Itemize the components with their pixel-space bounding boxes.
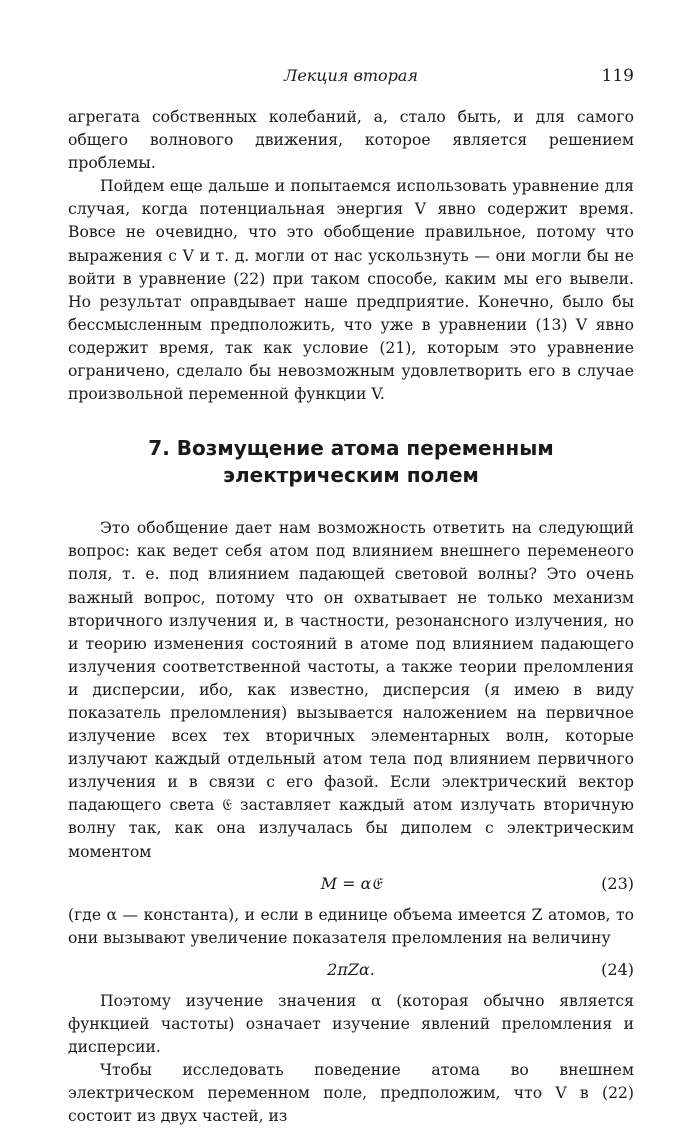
equation-23 xyxy=(68,868,634,900)
equation-number: (23) xyxy=(601,873,634,893)
equation-formula: 2πZα. xyxy=(327,959,375,979)
running-head-title: Лекция вторая xyxy=(283,66,418,85)
equation-24 xyxy=(68,954,634,986)
paragraph: агрегата собственных колебаний, а, стало быть, и для самого общего волнового движения, которое является решением проблемы. xyxy=(68,108,634,173)
paragraph: Это обобщение дает нам возможность ответить на следующий вопрос: как ведет себя атом под влиянием внешнего переменеого поля, т. е. под влиянием падающей световой волны? Это очень важный вопрос, потому что он охватывает не только механизм вторичного излучения и, в частности, резонансного излучения, но и теорию изменения состояний в атоме под влиянием падающего излучения соответственной частоты, а также теории преломления и дисперсии, ибо, как известно, дисперсия (я имею в виду показатель преломления) вызывается наложением на первичное излучение всех тех вторичных элементарных волн, которые излучают каждый отдельный атом тела под влиянием первичного излучения и в связи с его фазой. Если электрический вектор падающего света 𝔈 заставляет каждый атом излучать вторичную волну так, как она излучалась бы диполем с электрическим моментом xyxy=(68,519,634,861)
paragraph: (где α — константа), и если в единице объема имеется Z атомов, то они вызывают увеличение показателя преломления на величину xyxy=(68,905,634,947)
page-number: 119 xyxy=(601,66,634,86)
paragraph: Поэтому изучение значения α (которая обычно является функцией частоты) означает изучение явлений преломления и дисперсии. xyxy=(68,991,634,1056)
paragraph: Чтобы исследовать поведение атома во внешнем электрическом переменном поле, предположим, что V в (22) состоит из двух частей, из xyxy=(68,1061,634,1126)
running-head xyxy=(68,66,634,92)
paragraph: Пойдем еще дальше и попытаемся использовать уравнение для случая, когда потенциальная энергия V явно содержит время. Вовсе не очевидно, что это обобщение правильное, потому что выражения с V и т. д. могли от нас ускользнуть — они могли бы не войти в уравнение (22) при таком способе, каким мы его вывели. Но результат оправдывает наше предприятие. Конечно, было бы бессмысленным предположить, что уже в уравнении (13) V явно содержит время, так как условие (21), которым это уравнение ограничено, сделало бы невозможным удовлетворить его в случае произвольной переменной функции V. xyxy=(68,177,634,404)
equation-formula: M = α𝔈 xyxy=(320,873,382,893)
section-heading: 7. Возмущение атома переменным электрическим полем xyxy=(148,436,554,488)
equation-number: (24) xyxy=(601,959,634,979)
body-text xyxy=(68,106,634,1128)
